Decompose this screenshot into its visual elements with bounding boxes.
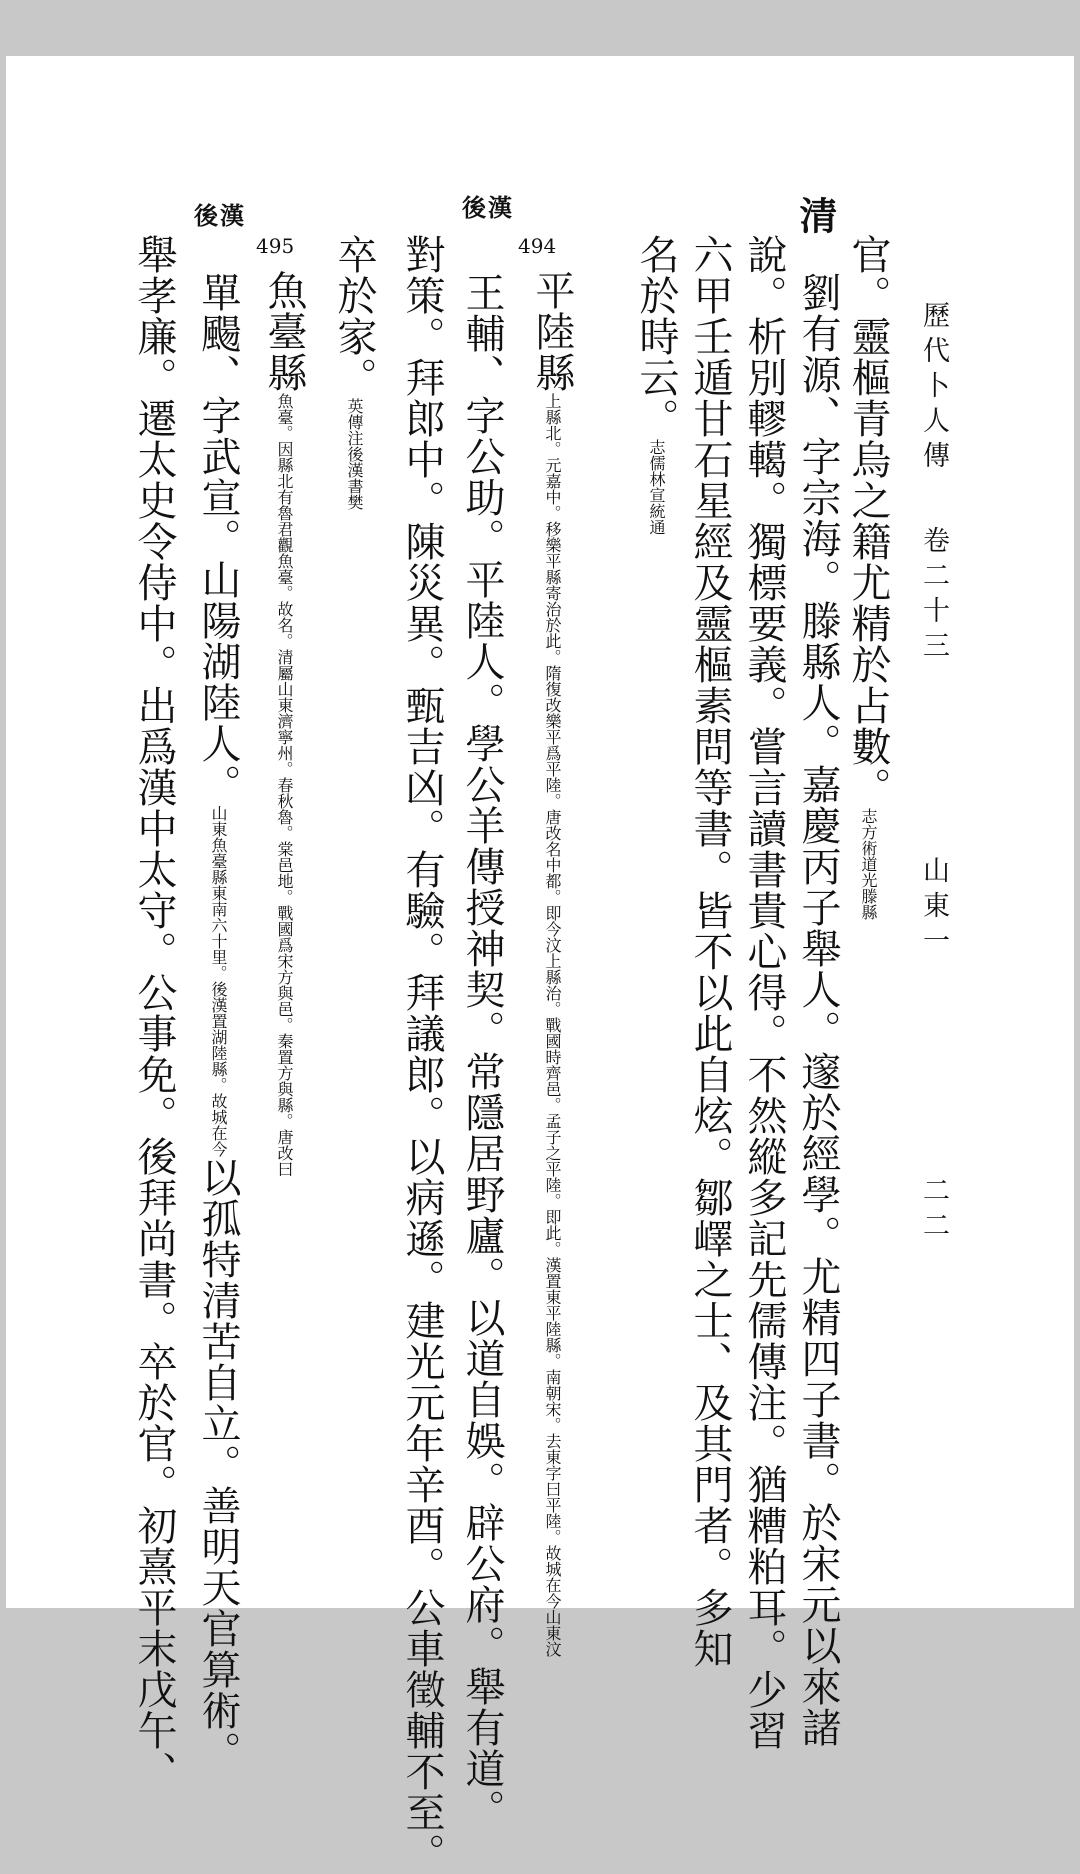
text-run: 官。靈樞青烏之籍尤精於占數。: [845, 234, 891, 808]
running-header-region: 山東一: [918, 856, 949, 961]
source-note-line: 後漢置湖陸縣。故城在今: [209, 981, 228, 1157]
entry-number: 495: [256, 234, 295, 258]
running-header-title: 歷代卜人傳: [918, 301, 949, 476]
text-column: 劉有源、字宗海。滕縣人。嘉慶丙子舉人。邃於經學。尤精四子書。於宋元以來諸: [795, 272, 841, 1748]
book-page: [6, 56, 1074, 1874]
text-run: 卒於家。: [331, 234, 377, 398]
text-column: [845, 234, 891, 920]
place-note-line: 魚臺。因縣北有魯君觀魚臺。故名。清屬山東濟寧州。: [275, 393, 294, 777]
dynasty-label-hou-han: 後漢: [462, 193, 514, 222]
text-column: [331, 234, 377, 510]
text-column: 六甲壬遁甘石星經及靈樞素問等書。皆不以此自炫。鄒嶧之士、及其門者。多知: [687, 234, 733, 1669]
text-run: 單颺、字武宣。山陽湖陸人。: [195, 272, 241, 805]
source-note-line: 宣統通: [647, 487, 666, 535]
source-note-line: 後漢書樊: [345, 446, 364, 510]
source-note-line: 山東魚臺縣東南六十里。: [209, 805, 228, 981]
entry-number: 494: [518, 234, 557, 258]
place-heading: [529, 270, 575, 1657]
source-note: [345, 398, 362, 510]
text-column: [195, 272, 241, 1772]
place-note: [275, 393, 292, 1177]
source-note-line: 志儒林: [647, 439, 666, 487]
text-column: 對策。拜郎中。陳災異。甄吉凶。有驗。拜議郎。以病遜。建光元年辛酉。公車徵輔不至。: [399, 234, 445, 1874]
source-note: [647, 439, 664, 535]
text-column: [633, 234, 679, 535]
dynasty-label-qing: 清: [793, 196, 838, 236]
text-run: 名於時云。: [633, 234, 679, 439]
source-note-line: 道光滕縣: [859, 856, 878, 920]
text-column: 舉孝廉。遷太史令侍中。出爲漢中太守。公事免。後拜尚書。卒於官。初熹平末戊午、: [131, 234, 177, 1792]
source-note: [859, 808, 876, 920]
text-run: 以孤特清苦自立。善明天官算術。: [195, 1157, 241, 1772]
viewer-top-bar: [0, 0, 1080, 56]
text-column: 王輔、字公助。平陸人。學公羊傳授神契。常隱居野廬。以道自娛。辟公府。舉有道。: [459, 272, 505, 1830]
dynasty-label-hou-han: 後漢: [194, 201, 246, 230]
source-note-line: 志方術: [859, 808, 878, 856]
text-column: 說。析別轇轕。獨標要義。嘗言讀書貴心得。不然縱多記先儒傳注。猶糟粕耳。少習: [741, 234, 787, 1751]
place-note-line: 春秋魯。棠邑地。戰國爲宋方與邑。秦置方與縣。唐改曰: [275, 777, 294, 1177]
page-number: 二二: [918, 1176, 949, 1246]
running-header-volume: 卷二十三: [918, 526, 949, 666]
place-heading-text: 平陸縣: [529, 270, 575, 393]
place-heading: [261, 270, 307, 1177]
place-note: [543, 393, 560, 1657]
place-note-line: 戰國時齊邑。孟子之平陸。即此。漢置東平陸縣。南朝宋。去東字曰平陸。故城在今山東汶: [543, 1017, 562, 1657]
place-note-line: 上縣北。元嘉中。移樂平縣寄治於此。隋復改樂平爲平陸。唐改名中都。即今汶上縣治。: [543, 393, 562, 1017]
source-note: [209, 805, 226, 1157]
place-heading-text: 魚臺縣: [261, 270, 307, 393]
source-note-line: 英傳注: [345, 398, 364, 446]
